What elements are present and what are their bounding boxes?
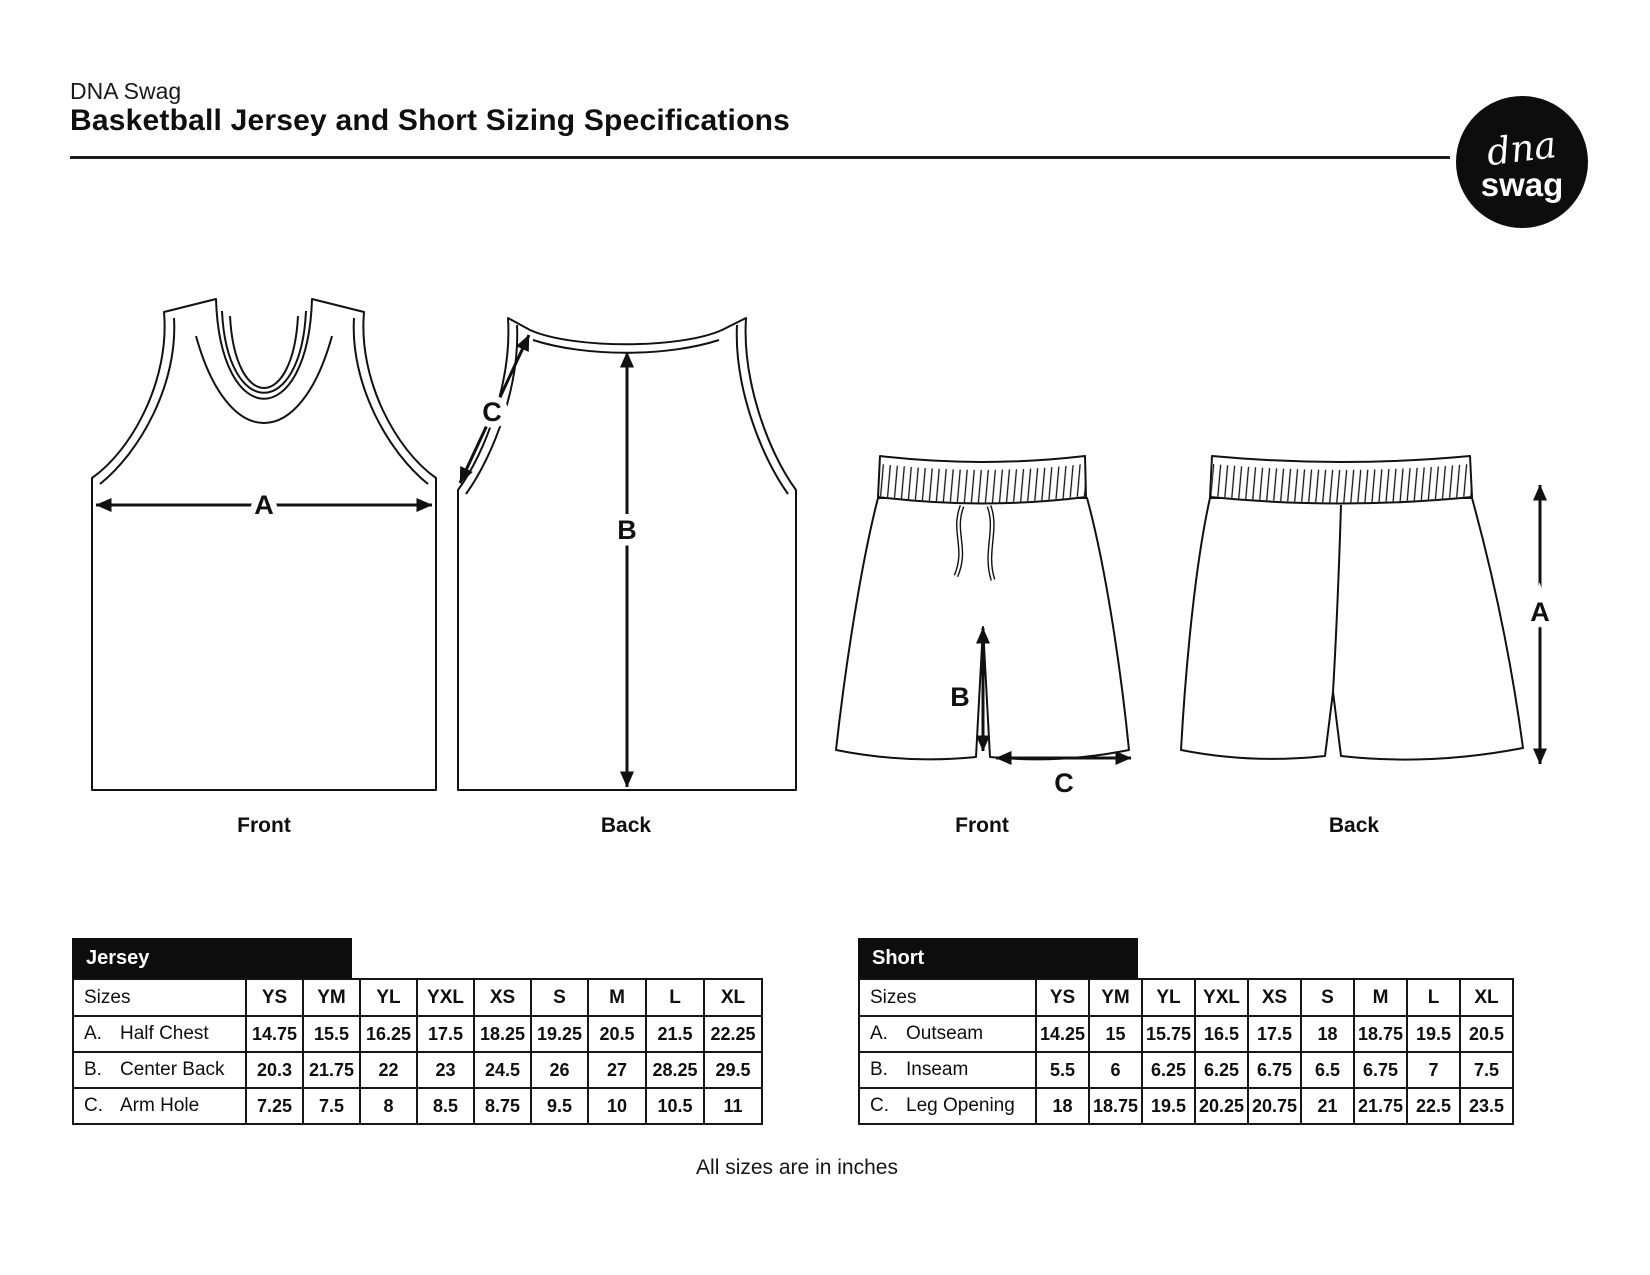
size-value: 7.5 <box>303 1088 360 1124</box>
measure-letter: C. <box>870 1095 889 1116</box>
measure-name: Outseam <box>906 1023 984 1044</box>
size-value: 18 <box>1036 1088 1089 1124</box>
size-value: 17.5 <box>417 1016 474 1052</box>
size-value: 14.75 <box>246 1016 303 1052</box>
measure-name: Inseam <box>906 1059 969 1080</box>
size-col: XL <box>1460 979 1513 1016</box>
measure-name: Center Back <box>120 1059 225 1080</box>
size-value: 21 <box>1301 1088 1354 1124</box>
size-value: 6.75 <box>1248 1052 1301 1088</box>
size-value: 23.5 <box>1460 1088 1513 1124</box>
short-back-caption: Back <box>1328 814 1380 837</box>
size-value: 14.25 <box>1036 1016 1089 1052</box>
table-header-row <box>859 979 1513 1016</box>
size-value: 23 <box>417 1052 474 1088</box>
logo-word-text: swag <box>1480 166 1564 203</box>
size-col: L <box>646 979 704 1016</box>
size-value: 6.5 <box>1301 1052 1354 1088</box>
table-row <box>73 1088 762 1124</box>
size-value: 22.5 <box>1407 1088 1460 1124</box>
short-table-tab <box>858 938 1138 978</box>
size-col: XS <box>474 979 531 1016</box>
size-col: YM <box>1089 979 1142 1016</box>
size-value: 17.5 <box>1248 1016 1301 1052</box>
size-value: 6.25 <box>1142 1052 1195 1088</box>
sizes-header: Sizes <box>73 979 246 1016</box>
size-value: 8.75 <box>474 1088 531 1124</box>
jersey-back-drawing <box>458 318 796 790</box>
size-value: 21.5 <box>646 1016 704 1052</box>
table-row <box>859 1088 1513 1124</box>
size-col: YL <box>1142 979 1195 1016</box>
size-col: YL <box>360 979 417 1016</box>
size-value: 29.5 <box>704 1052 762 1088</box>
size-value: 20.75 <box>1248 1088 1301 1124</box>
size-value: 16.25 <box>360 1016 417 1052</box>
size-value: 19.25 <box>531 1016 588 1052</box>
measure-label <box>73 1088 246 1124</box>
size-value: 18 <box>1301 1016 1354 1052</box>
dim-label-short-b: B <box>950 682 970 712</box>
size-value: 15.75 <box>1142 1016 1195 1052</box>
size-value: 7.5 <box>1460 1052 1513 1088</box>
size-value: 10.5 <box>646 1088 704 1124</box>
size-col: M <box>588 979 646 1016</box>
size-value: 6 <box>1089 1052 1142 1088</box>
size-value: 7.25 <box>246 1088 303 1124</box>
measure-label <box>73 1016 246 1052</box>
dim-label-jersey-c: C <box>482 397 502 427</box>
size-value: 16.5 <box>1195 1016 1248 1052</box>
size-value: 20.25 <box>1195 1088 1248 1124</box>
size-value: 11 <box>704 1088 762 1124</box>
size-value: 21.75 <box>1354 1088 1407 1124</box>
size-value: 10 <box>588 1088 646 1124</box>
short-table-grid <box>858 978 1514 1125</box>
size-col: L <box>1407 979 1460 1016</box>
measure-label <box>859 1088 1036 1124</box>
page-title: Basketball Jersey and Short Sizing Specifications <box>70 104 791 137</box>
units-note: All sizes are in inches <box>696 1156 898 1179</box>
jersey-table-tab <box>72 938 352 978</box>
dim-label-jersey-a: A <box>254 490 274 520</box>
measure-letter: B. <box>84 1059 102 1080</box>
size-value: 20.5 <box>1460 1016 1513 1052</box>
table-row <box>859 1052 1513 1088</box>
size-col: S <box>531 979 588 1016</box>
measure-name: Half Chest <box>120 1023 209 1044</box>
jersey-table-grid <box>72 978 763 1125</box>
jersey-front-drawing <box>92 299 436 790</box>
measure-label <box>73 1052 246 1088</box>
jersey-table-tab-label: Jersey <box>86 946 150 969</box>
size-value: 22 <box>360 1052 417 1088</box>
dim-label-jersey-b: B <box>617 515 637 545</box>
size-value: 22.25 <box>704 1016 762 1052</box>
size-value: 6.25 <box>1195 1052 1248 1088</box>
size-col: S <box>1301 979 1354 1016</box>
size-value: 20.5 <box>588 1016 646 1052</box>
size-value: 5.5 <box>1036 1052 1089 1088</box>
jersey-back-caption: Back <box>600 814 652 837</box>
size-value: 27 <box>588 1052 646 1088</box>
short-front-drawing <box>836 456 1131 759</box>
size-value: 7 <box>1407 1052 1460 1088</box>
short-back-drawing <box>1181 456 1540 764</box>
size-value: 18.25 <box>474 1016 531 1052</box>
size-col: XL <box>704 979 762 1016</box>
size-value: 20.3 <box>246 1052 303 1088</box>
size-value: 19.5 <box>1142 1088 1195 1124</box>
short-back-outline <box>1181 498 1523 760</box>
size-value: 6.75 <box>1354 1052 1407 1088</box>
size-value: 21.75 <box>303 1052 360 1088</box>
jersey-size-table <box>72 938 763 1125</box>
sizes-header: Sizes <box>859 979 1036 1016</box>
size-col: YXL <box>417 979 474 1016</box>
size-col: YXL <box>1195 979 1248 1016</box>
size-value: 24.5 <box>474 1052 531 1088</box>
measure-label <box>859 1016 1036 1052</box>
measure-name: Leg Opening <box>906 1095 1015 1116</box>
brand-text: DNA Swag <box>70 78 182 104</box>
jersey-front-outline <box>92 299 436 790</box>
measure-letter: A. <box>84 1023 102 1044</box>
size-value: 9.5 <box>531 1088 588 1124</box>
size-col: XS <box>1248 979 1301 1016</box>
size-value: 26 <box>531 1052 588 1088</box>
short-size-table <box>858 938 1514 1125</box>
size-col: M <box>1354 979 1407 1016</box>
measure-letter: C. <box>84 1095 103 1116</box>
table-header-row <box>73 979 762 1016</box>
short-table-tab-label: Short <box>872 946 925 969</box>
table-row <box>73 1016 762 1052</box>
size-value: 19.5 <box>1407 1016 1460 1052</box>
size-value: 28.25 <box>646 1052 704 1088</box>
size-value: 15 <box>1089 1016 1142 1052</box>
size-value: 18.75 <box>1089 1088 1142 1124</box>
size-col: YM <box>303 979 360 1016</box>
size-value: 18.75 <box>1354 1016 1407 1052</box>
measure-label <box>859 1052 1036 1088</box>
table-row <box>73 1052 762 1088</box>
size-value: 8 <box>360 1088 417 1124</box>
logo-script-text: dna <box>1484 123 1559 175</box>
short-front-caption: Front <box>955 814 1009 837</box>
size-col: YS <box>1036 979 1089 1016</box>
measure-letter: A. <box>870 1023 888 1044</box>
size-value: 8.5 <box>417 1088 474 1124</box>
jersey-front-caption: Front <box>237 814 291 837</box>
measure-letter: B. <box>870 1059 888 1080</box>
size-value: 15.5 <box>303 1016 360 1052</box>
dim-label-short-a: A <box>1530 597 1550 627</box>
dim-label-short-c: C <box>1054 768 1074 798</box>
measure-name: Arm Hole <box>120 1095 200 1116</box>
table-row <box>859 1016 1513 1052</box>
size-col: YS <box>246 979 303 1016</box>
